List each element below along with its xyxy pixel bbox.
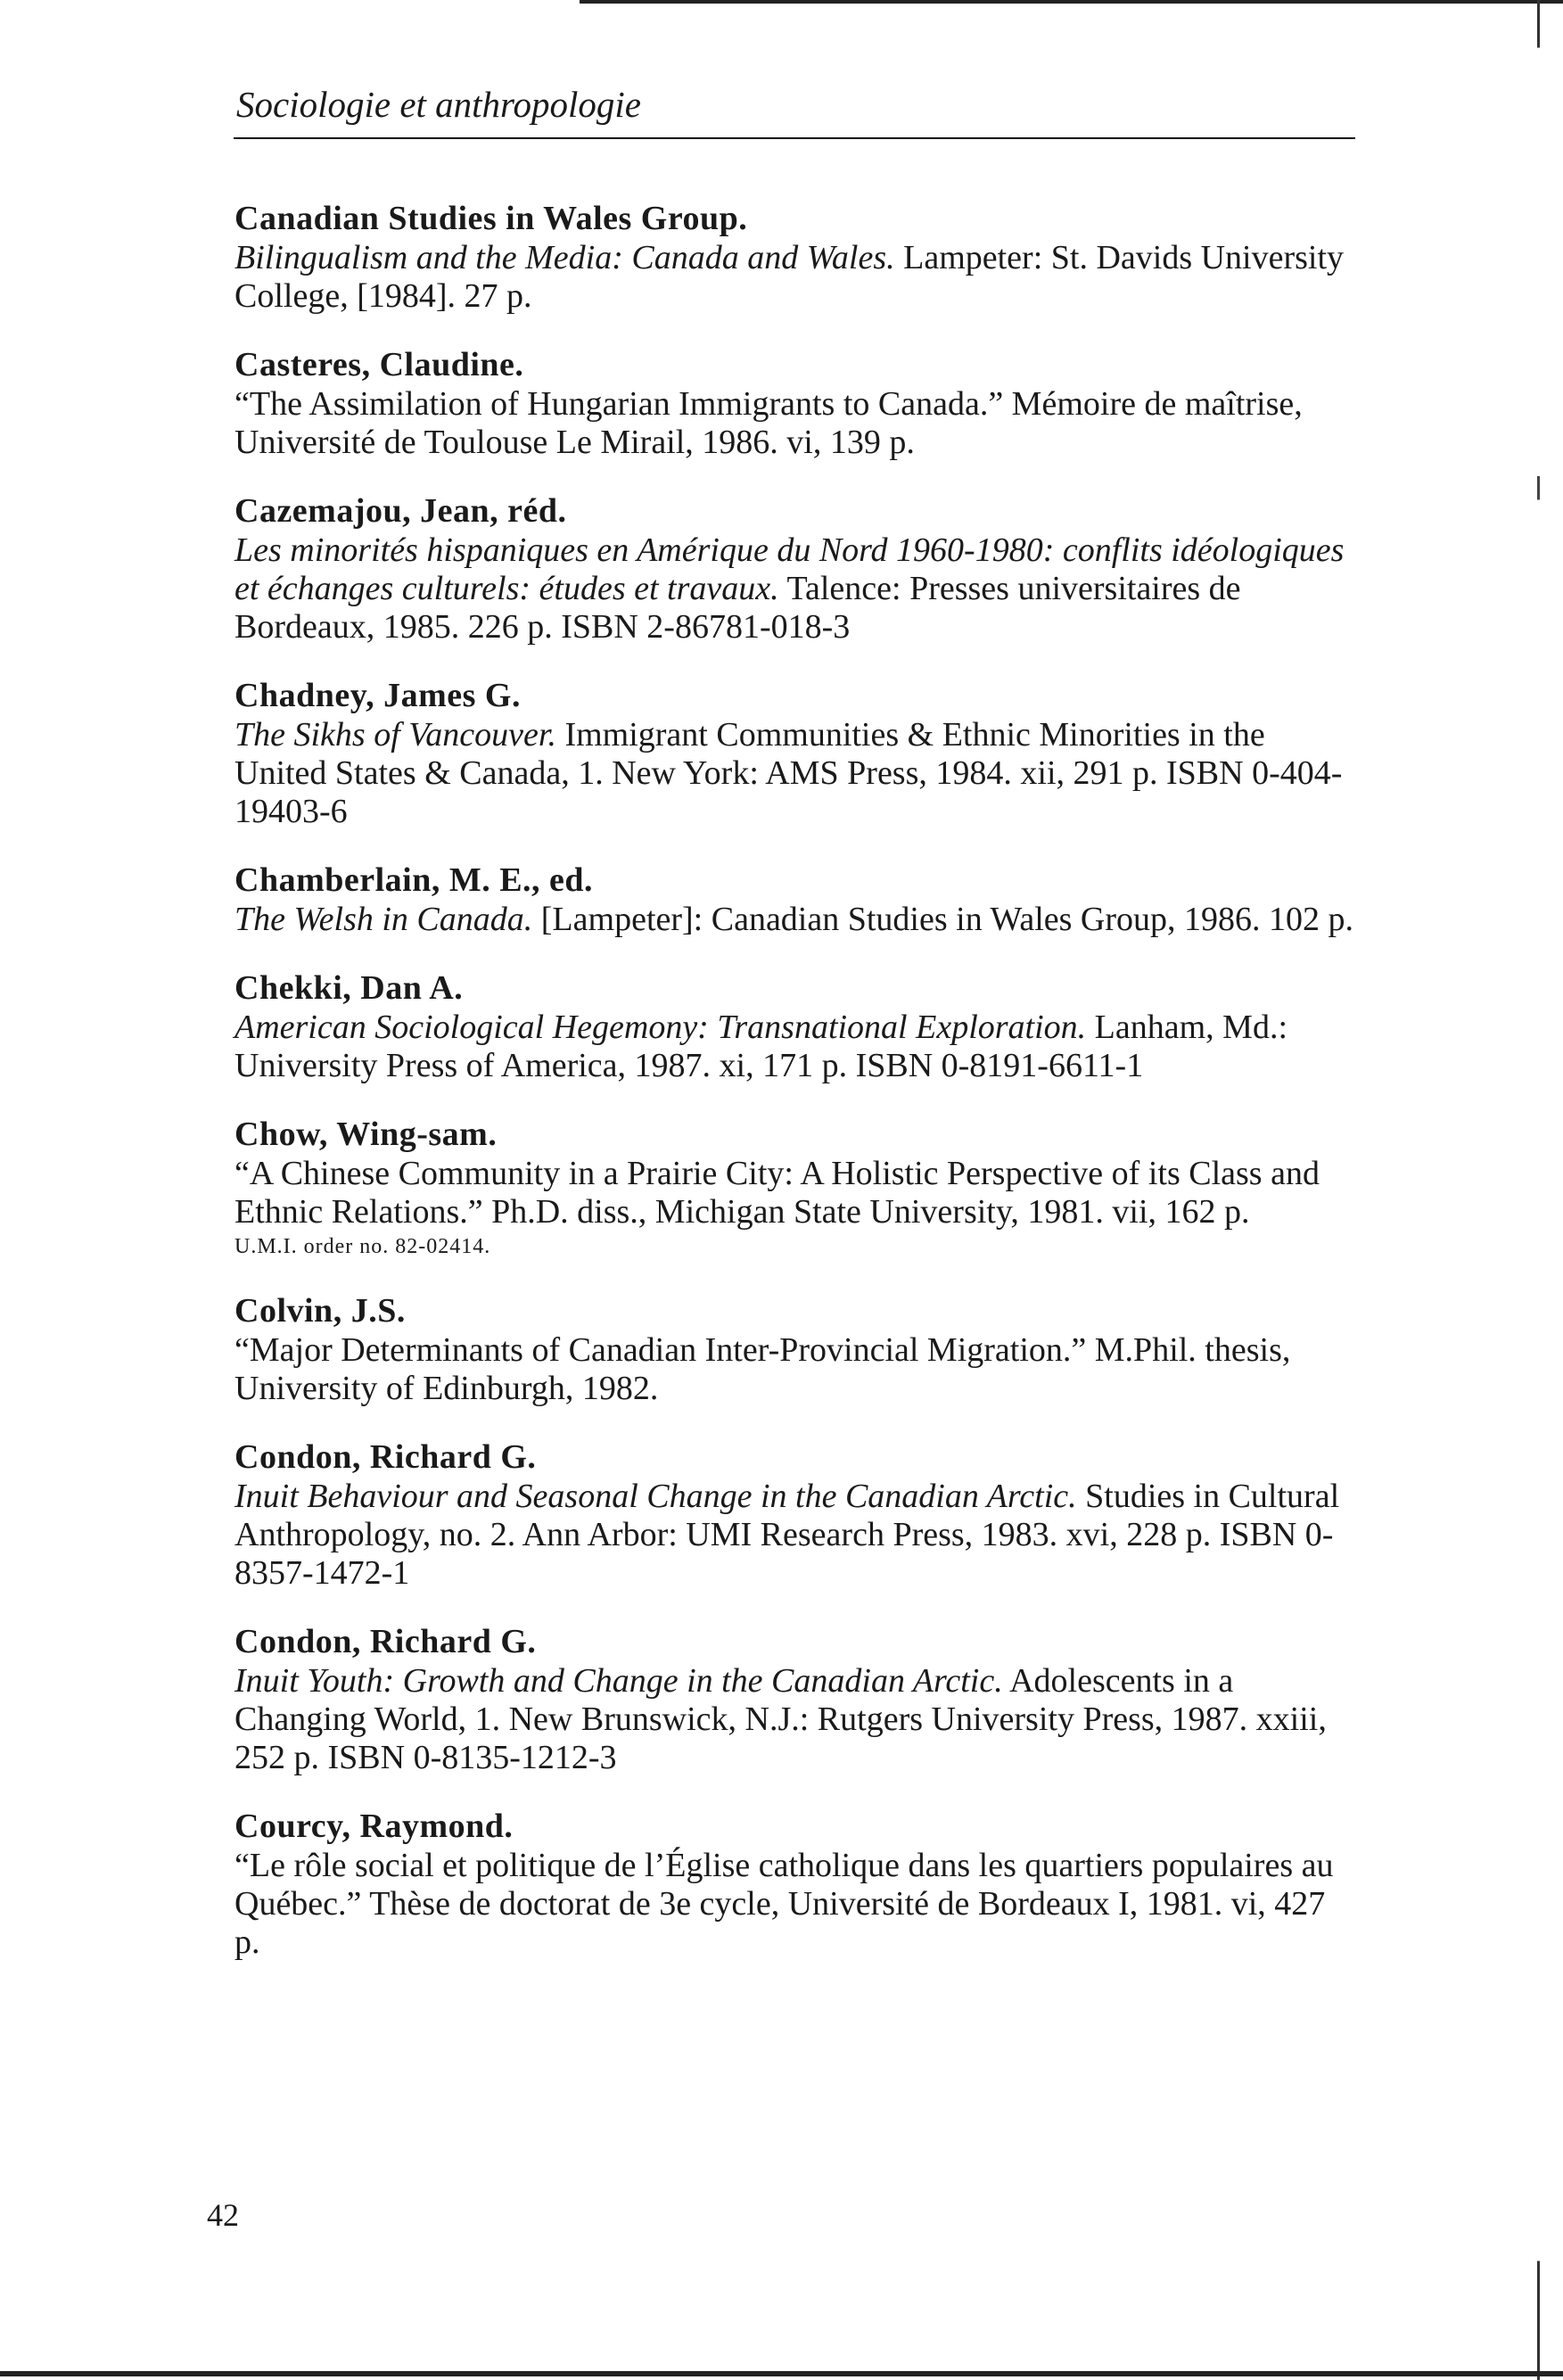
- entry-citation: [234, 531, 1356, 646]
- entry-author: Chekki, Dan A.: [234, 969, 464, 1007]
- entry-author: Chamberlain, M. E., ed.: [234, 861, 594, 899]
- page-number: 42: [207, 2197, 239, 2233]
- entry-title: American Sociological Hegemony: Transnational Exploration.: [234, 1009, 1087, 1046]
- entry-details: Lampeter: St. Davids University College, [1984]. 27 p.: [234, 239, 1345, 315]
- entry-title: Inuit Youth: Growth and Change in the Canadian Arctic.: [234, 1662, 1003, 1700]
- bibliography-entry: [234, 675, 1356, 831]
- entry-title: Bilingualism and the Media: Canada and Wales.: [234, 239, 895, 276]
- entry-author: Cazemajou, Jean, réd.: [234, 492, 567, 530]
- bibliography-entry: [234, 1437, 1356, 1593]
- header-rule: [234, 137, 1355, 139]
- entry-details: Studies in Cultural Anthropology, no. 2. Ann Arbor: UMI Research Press, 1983. xvi, 228 p. ISBN 0-8357-1472-1: [234, 1478, 1340, 1592]
- entry-citation: [234, 1155, 1356, 1262]
- entry-author: Canadian Studies in Wales Group.: [234, 200, 748, 237]
- entry-citation: [234, 385, 1356, 462]
- bibliography-entry: [234, 1114, 1356, 1262]
- entry-details: “Major Determinants of Canadian Inter-Provincial Migration.” M.Phil. thesis, University of Edinburgh, 1982.: [234, 1331, 1291, 1407]
- entry-details: “Le rôle social et politique de l’Église catholique dans les quartiers populaires au Québec.” Thèse de doctorat de 3e cycle, Université de Bordeaux I, 1981. vi, 427 p.: [234, 1847, 1334, 1961]
- entry-details: Adolescents in a Changing World, 1. New Brunswick, N.J.: Rutgers University Press, 1987. xxiii, 252 p. ISBN 0-8135-1212-3: [234, 1662, 1327, 1776]
- bibliography-entry: [234, 1806, 1356, 1962]
- entry-title: Les minorités hispaniques en Amérique du Nord 1960-1980: conflits idéologiques et échanges culturels: études et travaux.: [234, 531, 1345, 607]
- entry-author: Condon, Richard G.: [234, 1438, 537, 1476]
- entry-title: The Welsh in Canada.: [234, 901, 533, 938]
- entry-details: [Lampeter]: Canadian Studies in Wales Group, 1986. 102 p.: [532, 901, 1354, 938]
- entry-details: “The Assimilation of Hungarian Immigrants to Canada.” Mémoire de maîtrise, Université de Toulouse Le Mirail, 1986. vi, 139 p.: [234, 385, 1303, 461]
- entry-details: “A Chinese Community in a Prairie City: A Holistic Perspective of its Class and Ethnic Relations.” Ph.D. diss., Michigan State University, 1981. vii, 162 p.: [234, 1155, 1320, 1231]
- bibliography-entry: [234, 1290, 1356, 1408]
- bibliography-entry: [234, 198, 1356, 316]
- bibliography-entry: [234, 344, 1356, 462]
- entry-citation: [234, 1331, 1356, 1408]
- entry-note: U.M.I. order no. 82-02414.: [234, 1235, 491, 1258]
- scan-edge-right: [1537, 0, 1540, 2380]
- bibliography-entry: [234, 490, 1356, 646]
- entry-citation: [234, 1478, 1356, 1593]
- entry-author: Chadney, James G.: [234, 677, 521, 714]
- entry-citation: [234, 901, 1356, 939]
- entry-citation: [234, 1662, 1356, 1777]
- scan-edge-top: [580, 0, 1563, 4]
- entry-author: Condon, Richard G.: [234, 1623, 537, 1660]
- entry-citation: [234, 716, 1356, 831]
- entry-citation: [234, 1847, 1356, 1962]
- running-header: Sociologie et anthropologie: [236, 84, 641, 125]
- entry-details: Talence: Presses universitaires de Bordeaux, 1985. 226 p. ISBN 2-86781-018-3: [234, 570, 1241, 646]
- entry-details: Immigrant Communities & Ethnic Minorities in the United States & Canada, 1. New York: AMS Press, 1984. xii, 291 p. ISBN 0-404-19403-6: [234, 716, 1343, 830]
- entry-details: Lanham, Md.: University Press of America, 1987. xi, 171 p. ISBN 0-8191-6611-1: [234, 1009, 1288, 1084]
- entry-author: Chow, Wing-sam.: [234, 1116, 498, 1153]
- entry-citation: [234, 239, 1356, 316]
- entry-author: Colvin, J.S.: [234, 1292, 406, 1330]
- entry-title: Inuit Behaviour and Seasonal Change in the Canadian Arctic.: [234, 1478, 1077, 1515]
- bibliography-entry: [234, 968, 1356, 1085]
- entry-author: Courcy, Raymond.: [234, 1808, 514, 1845]
- bibliography-entry: [234, 1621, 1356, 1777]
- entry-citation: [234, 1009, 1356, 1085]
- bibliography-list: [234, 198, 1356, 1990]
- bibliography-entry: [234, 860, 1356, 939]
- scan-edge-bottom: [0, 2371, 1563, 2376]
- entry-author: Casteres, Claudine.: [234, 346, 524, 383]
- entry-title: The Sikhs of Vancouver.: [234, 716, 556, 754]
